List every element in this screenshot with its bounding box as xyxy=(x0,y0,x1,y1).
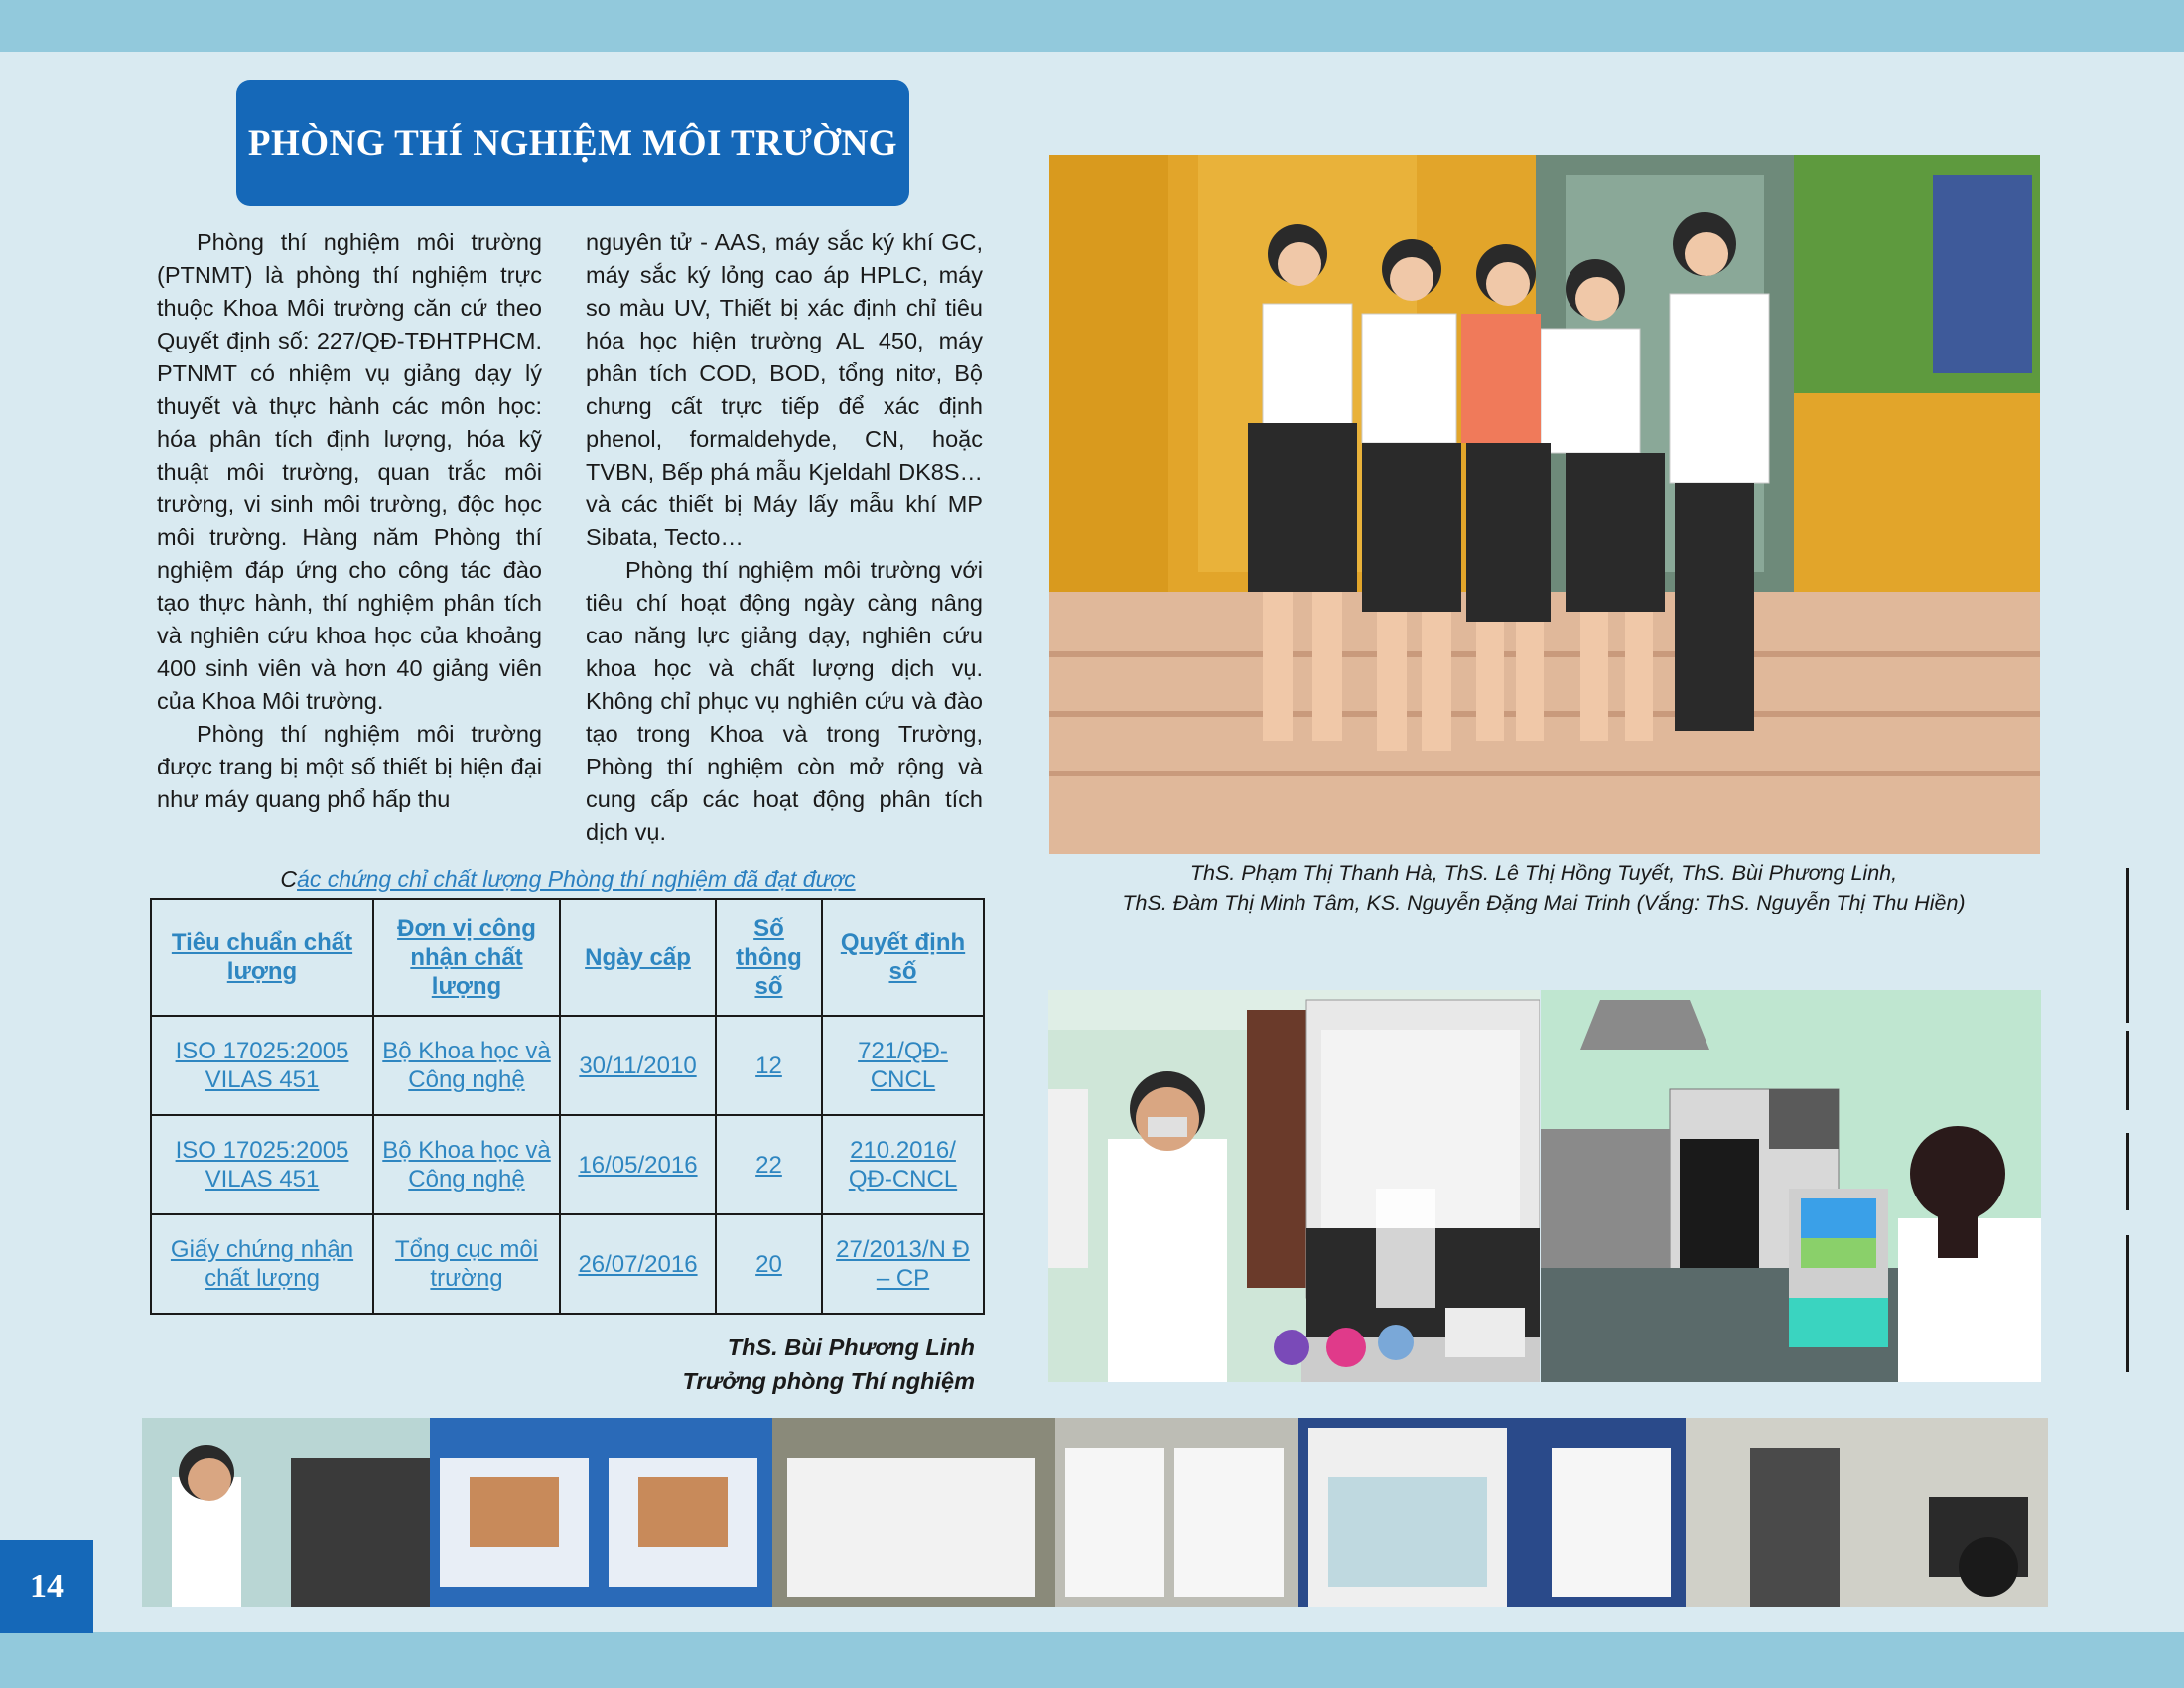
table-cell[interactable]: Bộ Khoa học và Công nghệ xyxy=(373,1115,560,1214)
table-cell[interactable]: 721/QĐ-CNCL xyxy=(822,1016,984,1115)
header-cell[interactable]: Tiêu chuẩn chất lượng xyxy=(151,899,373,1016)
paragraph: nguyên tử - AAS, máy sắc ký khí GC, máy sắc ký lỏng cao áp HPLC, máy so màu UV, Thiết bị xác định chỉ tiêu hóa học hiện trường AL 450, máy phân tích COD, BOD, tổng nitơ, Bộ chưng cất trực tiếp để xác định phenol, formaldehyde, CN, hoặc TVBN, Bếp phá mẫu Kjeldahl DK8S… và các thiết bị Máy lấy mẫu khí MP Sibata, Tecto… xyxy=(586,229,983,550)
table-row xyxy=(151,1115,984,1214)
header-cell[interactable]: Đơn vị công nhận chất lượng xyxy=(373,899,560,1016)
table-cell[interactable]: 16/05/2016 xyxy=(560,1115,716,1214)
signature-name: ThS. Bùi Phương Linh xyxy=(727,1335,975,1360)
text-column-1 xyxy=(157,226,542,816)
table-cell[interactable]: 22 xyxy=(716,1115,822,1214)
page-number-box xyxy=(0,1540,93,1633)
paragraph: Phòng thí nghiệm môi trường được trang bị một số thiết bị hiện đại như máy quang phổ hấp thu xyxy=(157,721,542,812)
table-header-row xyxy=(151,899,984,1016)
table-cell[interactable]: Bộ Khoa học và Công nghệ xyxy=(373,1016,560,1115)
table-cell[interactable]: 27/2013/N Đ – CP xyxy=(822,1214,984,1314)
staff-group-photo xyxy=(1049,155,2040,854)
table-cell[interactable]: ISO 17025:2005 VILAS 451 xyxy=(151,1115,373,1214)
table-row xyxy=(151,1016,984,1115)
caption-link[interactable]: ác chứng chỉ chất lượng Phòng thí nghiệm đã đạt được xyxy=(297,866,856,892)
top-band xyxy=(0,0,2184,52)
table-cell[interactable]: ISO 17025:2005 VILAS 451 xyxy=(151,1016,373,1115)
signature-role: Trưởng phòng Thí nghiệm xyxy=(682,1368,975,1394)
margin-mark xyxy=(2126,1133,2129,1210)
table-cell[interactable]: 12 xyxy=(716,1016,822,1115)
margin-mark xyxy=(2126,1031,2129,1110)
signature-block xyxy=(556,1331,975,1398)
table-row xyxy=(151,1214,984,1314)
photo-caption xyxy=(1032,858,2055,917)
page-number: 14 xyxy=(30,1568,64,1605)
caption-line: ThS. Đàm Thị Minh Tâm, KS. Nguyễn Đặng Mai Trinh (Vắng: ThS. Nguyễn Thị Thu Hiền) xyxy=(1122,891,1966,914)
page-title: PHÒNG THÍ NGHIỆM MÔI TRƯỜNG xyxy=(247,122,898,164)
margin-mark xyxy=(2126,868,2129,1023)
text-column-2 xyxy=(586,226,983,849)
caption-line: ThS. Phạm Thị Thanh Hà, ThS. Lê Thị Hồng Tuyết, ThS. Bùi Phương Linh, xyxy=(1189,861,1898,885)
header-cell[interactable]: Ngày cấp xyxy=(560,899,716,1016)
equipment-photo-strip xyxy=(142,1418,2048,1607)
paragraph: Phòng thí nghiệm môi trường với tiêu chí hoạt động ngày càng nâng cao năng lực giảng dạy, nghiên cứu khoa học và chất lượng dịch vụ. Không chỉ phục vụ nghiên cứu và đào tạo trong Khoa và trong Trường, Phòng thí nghiệm còn mở rộng và cung cấp các hoạt động phân tích dịch vụ. xyxy=(586,557,983,845)
table-cell[interactable]: Giấy chứng nhận chất lượng xyxy=(151,1214,373,1314)
bottom-band xyxy=(0,1632,2184,1688)
table-cell[interactable]: Tổng cục môi trường xyxy=(373,1214,560,1314)
caption-lead: C xyxy=(280,866,298,892)
lab-photo-fume-hood xyxy=(1048,990,1540,1382)
certificate-table xyxy=(150,898,985,1315)
title-banner xyxy=(236,80,909,206)
table-cell[interactable]: 20 xyxy=(716,1214,822,1314)
table-cell[interactable]: 210.2016/ QĐ-CNCL xyxy=(822,1115,984,1214)
lab-photo-instrument xyxy=(1541,990,2041,1382)
table-caption xyxy=(151,866,985,893)
header-cell[interactable]: Quyết định số xyxy=(822,899,984,1016)
table-cell[interactable]: 26/07/2016 xyxy=(560,1214,716,1314)
header-cell[interactable]: Số thông số xyxy=(716,899,822,1016)
table-cell[interactable]: 30/11/2010 xyxy=(560,1016,716,1115)
margin-mark xyxy=(2126,1235,2129,1372)
paragraph: Phòng thí nghiệm môi trường (PTNMT) là phòng thí nghiệm trực thuộc Khoa Môi trường căn cứ theo Quyết định số: 227/QĐ-TĐHTPHCM. PTNMT có nhiệm vụ giảng dạy lý thuyết và thực hành các môn học: hóa phân tích định lượng, hóa kỹ thuật môi trường, quan trắc môi trường, vi sinh môi trường, độc học môi trường. Hàng năm Phòng thí nghiệm đáp ứng cho công tác đào tạo thực hành, thí nghiệm phân tích và nghiên cứu khoa học của khoảng 400 sinh viên và hơn 40 giảng viên của Khoa Môi trường. xyxy=(157,229,542,714)
